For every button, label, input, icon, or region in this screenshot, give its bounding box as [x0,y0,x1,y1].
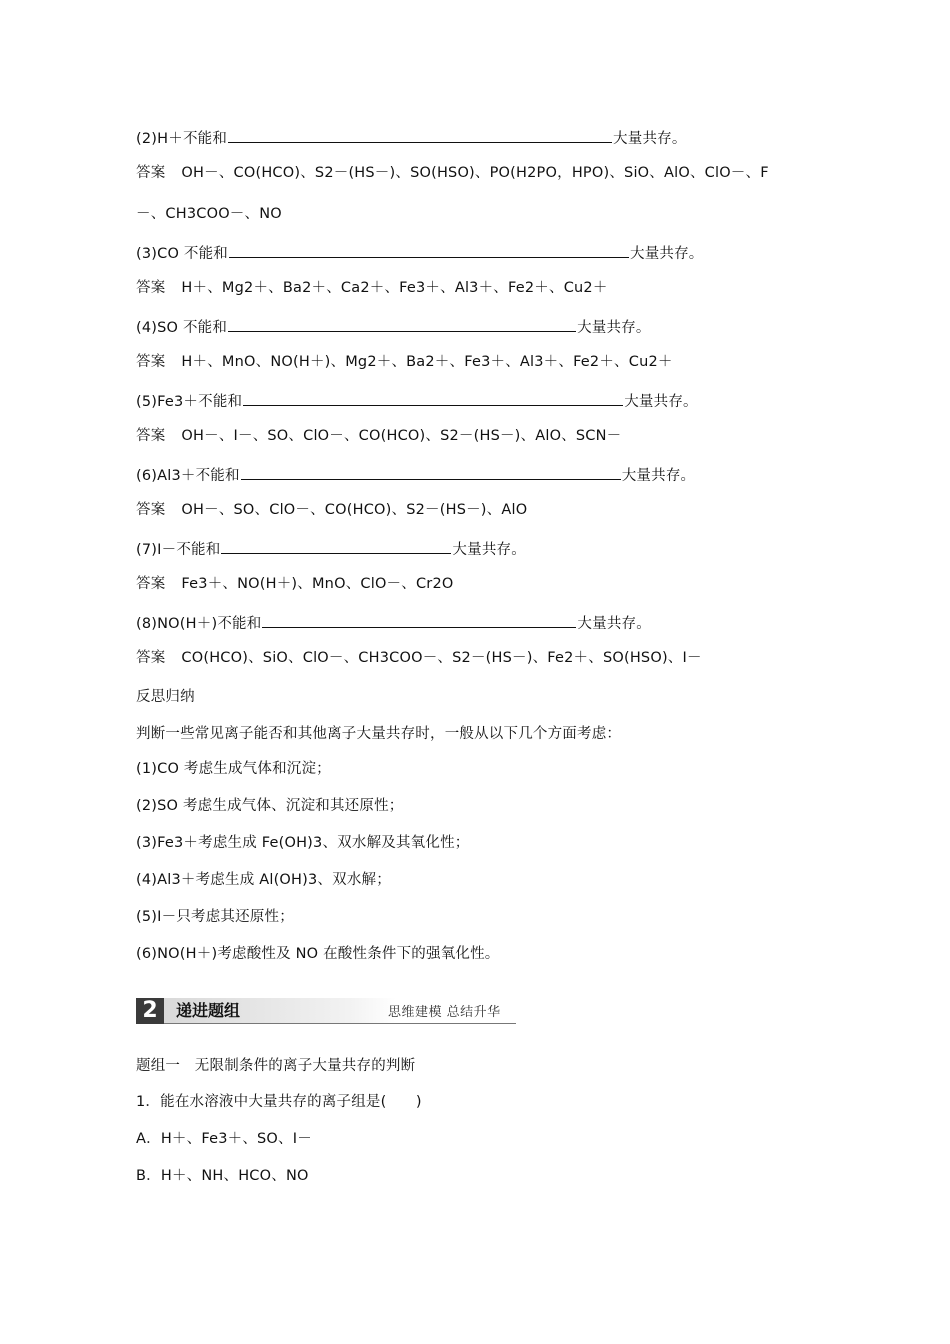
question-1: 1．能在水溶液中大量共存的离子组是( ) [136,1094,422,1110]
answer-blank [228,315,576,332]
answer-label: 答案 [136,650,166,666]
reflect-intro: 判断一些常见离子能否和其他离子大量共存时，一般从以下几个方面考虑： [136,726,622,742]
answer-label: 答案 [136,280,166,296]
answer-text: H＋、Mg2＋、Ba2＋、Ca2＋、Fe3＋、Al3＋、Fe2＋、Cu2＋ [181,280,608,296]
question-text: 大量共存。 [613,131,687,147]
answer-blank [241,463,621,480]
question-text: 大量共存。 [577,616,651,632]
option-b: B．H＋、NH、HCO、NO [136,1168,309,1184]
question-text: (5)Fe3＋不能和 [136,394,243,410]
reflect-item-5: (5)I－只考虑其还原性； [136,909,294,925]
reflect-item-4: (4)Al3＋考虑生成 Al(OH)3、双水解； [136,872,391,888]
answer-2 [136,163,769,183]
answer-text: CO(HCO)、SiO、ClO－、CH3COO－、S2－(HS－)、Fe2＋、SO(HSO)、I－ [181,650,702,666]
question-2 [136,126,687,149]
answer-blank [221,537,451,554]
section-banner [136,998,516,1026]
answer-blank [229,241,629,258]
answer-4 [136,352,673,372]
banner-divider [164,1023,516,1024]
option-a: A．H＋、Fe3＋、SO、I－ [136,1131,312,1147]
question-3 [136,241,704,264]
answer-text: －、CH3COO－、NO [136,206,282,222]
answer-7 [136,574,453,594]
answer-text: H＋、MnO、NO(H＋)、Mg2＋、Ba2＋、Fe3＋、Al3＋、Fe2＋、Cu2＋ [181,354,673,370]
question-text: (2)H＋不能和 [136,131,228,147]
group-title: 题组一 无限制条件的离子大量共存的判断 [136,1058,416,1074]
answer-label: 答案 [136,502,166,518]
answer-blank [262,611,576,628]
answer-text: OH－、I－、SO、ClO－、CO(HCO)、S2－(HS－)、AlO、SCN－ [181,428,622,444]
banner-subtitle: 思维建模 总结升华 [388,1005,501,1020]
answer-text: Fe3＋、NO(H＋)、MnO、ClO－、Cr2O [181,576,454,592]
answer-blank [228,126,612,143]
answer-5 [136,426,621,446]
reflect-item-6: (6)NO(H＋)考虑酸性及 NO 在酸性条件下的强氧化性。 [136,946,500,962]
reflect-title: 反思归纳 [136,689,195,705]
question-text: 大量共存。 [624,394,698,410]
answer-2-continued [136,204,282,224]
reflect-item-1: (1)CO 考虑生成气体和沉淀； [136,761,331,777]
banner-number: 2 [136,998,164,1024]
answer-blank [243,389,623,406]
question-text: 大量共存。 [452,542,526,558]
question-text: (4)SO 不能和 [136,320,228,336]
answer-text: OH－、CO(HCO)、S2－(HS－)、SO(HSO)、PO(H2PO，HPO)、SiO、AlO、ClO－、F [181,165,769,181]
reflect-item-3: (3)Fe3＋考虑生成 Fe(OH)3、双水解及其氧化性； [136,835,470,851]
question-text: 大量共存。 [577,320,651,336]
question-5 [136,389,698,412]
question-6 [136,463,695,486]
question-text: (3)CO 不能和 [136,246,228,262]
reflect-item-2: (2)SO 考虑生成气体、沉淀和其还原性； [136,798,404,814]
answer-label: 答案 [136,165,166,181]
answer-6 [136,500,527,520]
question-text: (7)I－不能和 [136,542,221,558]
banner-title: 递进题组 [176,1001,241,1020]
question-7 [136,537,526,560]
question-8 [136,611,651,634]
answer-3 [136,278,608,298]
question-text: (6)Al3＋不能和 [136,468,240,484]
answer-8 [136,648,702,668]
question-text: 大量共存。 [621,468,696,484]
question-text: 大量共存。 [630,246,704,262]
question-4 [136,315,651,338]
question-text: (8)NO(H＋)不能和 [136,616,262,632]
answer-label: 答案 [136,354,166,370]
answer-label: 答案 [136,428,166,444]
answer-label: 答案 [136,576,166,592]
answer-text: OH－、SO、ClO－、CO(HCO)、S2－(HS－)、AlO [181,502,528,518]
